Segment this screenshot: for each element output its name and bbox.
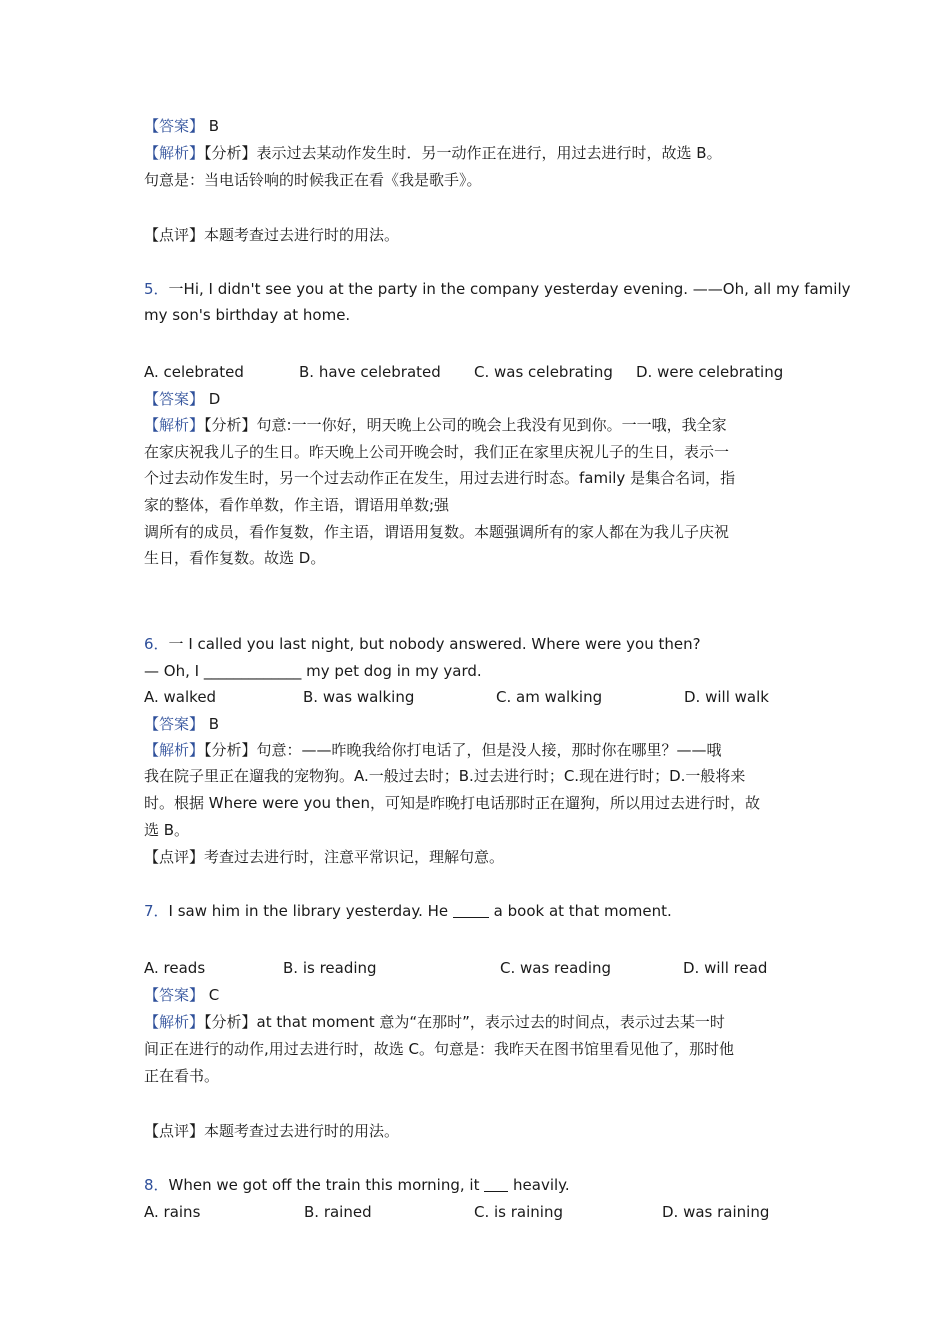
answer-value: C <box>208 986 220 1004</box>
answer-line <box>144 389 220 409</box>
question-text: — Oh, I <box>144 662 204 680</box>
option-d: D. was raining <box>662 1203 770 1221</box>
analysis-text: 【分析】表示过去某动作发生时．另一动作正在进行，用过去进行时，故选 B。 <box>204 144 722 162</box>
option-d: D. will read <box>683 959 768 977</box>
option-a: A. walked <box>144 688 217 706</box>
analysis-line <box>144 740 722 760</box>
comment-line: 【点评】考查过去进行时，注意平常识记，理解句意。 <box>144 848 505 866</box>
analysis-text: 选 B。 <box>144 821 190 839</box>
analysis-text: 【分析】句意：——昨晚我给你打电话了，但是没人接，那时你在哪里？——哦 <box>204 741 722 759</box>
option-d: D. were celebrating <box>636 363 784 381</box>
answer-blank: _____________ <box>203 662 302 680</box>
answer-value: B <box>208 117 220 135</box>
question-text: heavily. <box>508 1176 570 1194</box>
analysis-line <box>144 143 722 163</box>
option-a: A. celebrated <box>144 363 244 381</box>
analysis-text: 间正在进行的动作,用过去进行时，故选 C。句意是：我昨天在图书馆里看见他了，那时他 <box>144 1040 735 1058</box>
question-stem <box>144 634 701 654</box>
option-c: C. was reading <box>500 959 612 977</box>
analysis-tag: 【解析】 <box>144 741 205 759</box>
answer-tag: 【答案】 <box>144 390 205 408</box>
question-stem-line2 <box>144 661 482 681</box>
question-text: 一Hi, I didn't see you at the party in the company yesterday evening. ——Oh, all my family <box>168 280 851 298</box>
analysis-text: 个过去动作发生时，另一个过去动作正在发生，用过去进行时态。family 是集合名词，指 <box>144 469 736 487</box>
question-text: my pet dog in my yard. <box>301 662 482 680</box>
question-stem <box>144 901 672 921</box>
option-d: D. will walk <box>684 688 769 706</box>
comment-line: 【点评】本题考查过去进行时的用法。 <box>144 226 400 244</box>
comment-line: 【点评】本题考查过去进行时的用法。 <box>144 1122 400 1140</box>
question-text: 一 I called you last night, but nobody answered. Where were you then? <box>168 635 701 653</box>
question-number: 8． <box>144 1176 169 1194</box>
analysis-tag: 【解析】 <box>144 416 205 434</box>
question-text: I saw him in the library yesterday. He <box>168 902 453 920</box>
analysis-line <box>144 1012 725 1032</box>
analysis-text: 时。根据 Where were you then，可知是昨晚打电话那时正在遛狗，所以用过去进行时，故 <box>144 794 760 812</box>
question-text: my son's birthday at home. <box>144 306 351 324</box>
analysis-text: 我在院子里正在遛我的宠物狗。A.一般过去时；B.过去进行时；C.现在进行时；D.一般将来 <box>144 767 746 785</box>
question-stem <box>144 279 851 299</box>
option-c: C. am walking <box>496 688 603 706</box>
analysis-text: 【分析】at that moment 意为“在那时”，表示过去的时间点，表示过去某一时 <box>204 1013 725 1031</box>
option-b: B. was walking <box>303 688 415 706</box>
option-c: C. is raining <box>474 1203 563 1221</box>
option-b: B. have celebrated <box>299 363 441 381</box>
question-number: 5． <box>144 280 169 298</box>
option-a: A. rains <box>144 1203 201 1221</box>
answer-tag: 【答案】 <box>144 117 205 135</box>
analysis-text: 在家庆祝我儿子的生日。昨天晚上公司开晚会时，我们正在家里庆祝儿子的生日，表示一 <box>144 443 730 461</box>
answer-tag: 【答案】 <box>144 715 205 733</box>
answer-line <box>144 714 219 734</box>
question-number: 6． <box>144 635 169 653</box>
answer-tag: 【答案】 <box>144 986 205 1004</box>
option-b: B. is reading <box>283 959 377 977</box>
answer-line <box>144 116 219 136</box>
question-stem <box>144 1175 570 1195</box>
answer-value: D <box>208 390 221 408</box>
analysis-text: 句意是：当电话铃响的时候我正在看《我是歌手》。 <box>144 171 482 189</box>
analysis-text: 生日，看作复数。故选 D。 <box>144 549 326 567</box>
option-a: A. reads <box>144 959 206 977</box>
answer-line <box>144 985 219 1005</box>
answer-blank <box>484 1177 508 1192</box>
question-number: 7． <box>144 902 169 920</box>
answer-blank <box>453 903 489 918</box>
question-text: When we got off the train this morning, it <box>168 1176 485 1194</box>
analysis-text: 正在看书。 <box>144 1067 220 1085</box>
option-b: B. rained <box>304 1203 372 1221</box>
analysis-tag: 【解析】 <box>144 144 205 162</box>
analysis-text: 调所有的成员，看作复数，作主语，谓语用复数。本题强调所有的家人都在为我儿子庆祝 <box>144 523 730 541</box>
analysis-line <box>144 415 727 435</box>
answer-value: B <box>208 715 220 733</box>
question-text: a book at that moment. <box>488 902 672 920</box>
analysis-tag: 【解析】 <box>144 1013 205 1031</box>
analysis-text: 【分析】句意:一一你好，明天晚上公司的晚会上我没有见到你。一一哦，我全家 <box>204 416 727 434</box>
option-c: C. was celebrating <box>474 363 613 381</box>
analysis-text: 家的整体，看作单数，作主语，谓语用单数;强 <box>144 496 450 514</box>
